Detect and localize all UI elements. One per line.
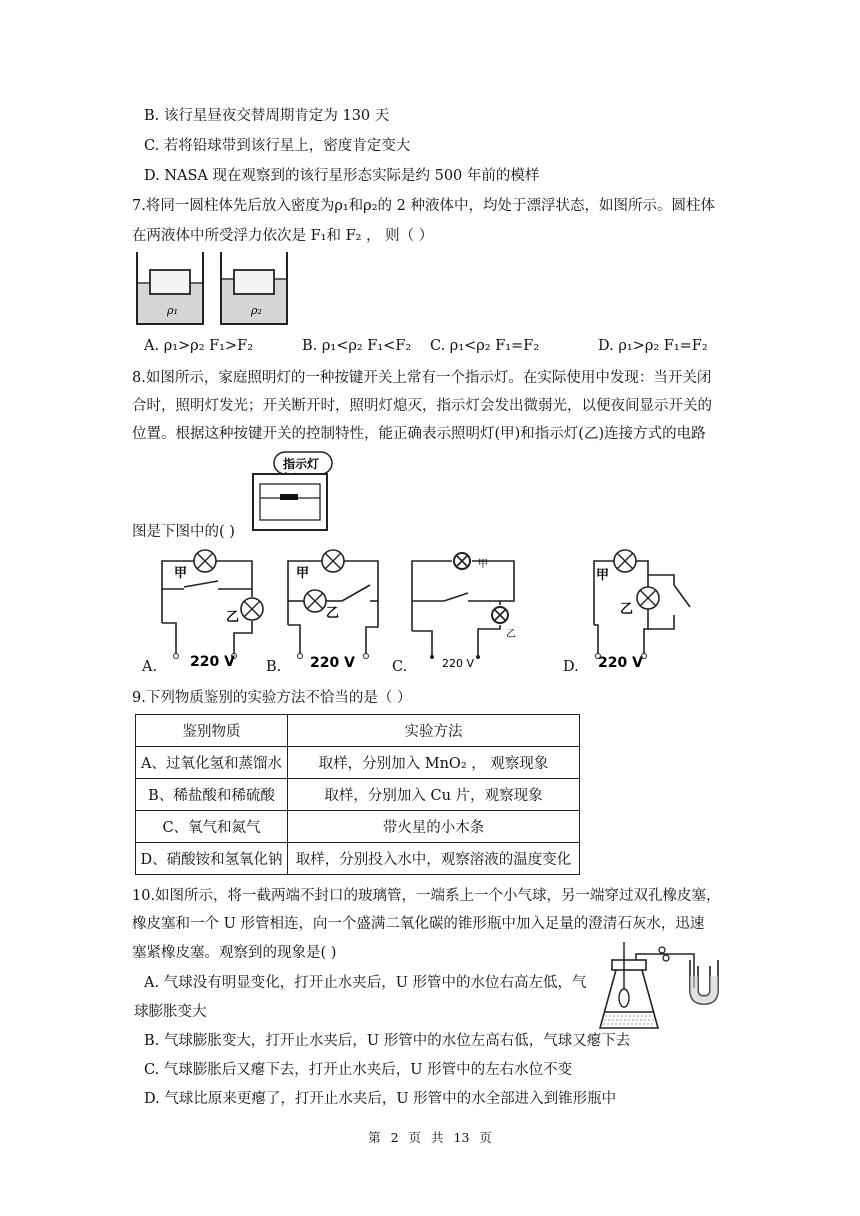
q10-stem-line1: 10.如图所示，将一截两端不封口的玻璃管，一端系上一个小气球，另一端穿过双孔橡皮塞，	[132, 888, 721, 904]
q7-option-c: C. ρ₁<ρ₂ F₁=F₂	[430, 338, 540, 354]
table-cell: D、硝酸铵和氢氧化钠	[136, 843, 288, 875]
page-footer	[0, 1128, 860, 1146]
lamp-yi-icon	[492, 607, 508, 623]
q8-stem-line1: 8.如图所示，家庭照明灯的一种按键开关上常有一个指示灯。在实际使用中发现：当开关闭	[132, 370, 712, 386]
table-row	[136, 747, 580, 779]
circuit-b	[278, 545, 388, 673]
circuit-c-label: C.	[392, 659, 408, 675]
circuit-a-label: A.	[142, 659, 158, 675]
table-cell: B、稀盐酸和稀硫酸	[136, 779, 288, 811]
table-header-cell: 鉴别物质	[136, 715, 288, 747]
lamp-jia-icon	[322, 550, 344, 572]
q10-option-b: B. 气球膨胀变大，打开止水夹后，U 形管中的水位左高右低，气球又瘪下去	[144, 1033, 631, 1049]
jia-label-c: 甲	[478, 559, 488, 570]
circuit-d	[584, 545, 700, 673]
balloon-icon	[619, 989, 629, 1007]
yi-label-b: 乙	[326, 606, 340, 621]
table-row	[136, 843, 580, 875]
switch-indicator-figure	[252, 450, 330, 532]
circuit-d-label: D.	[563, 659, 579, 675]
voltage-label-a: 220 V	[190, 654, 235, 670]
q10-option-d: D. 气球比原来更瘪了，打开止水夹后，U 形管中的水全部进入到锥形瓶中	[144, 1091, 617, 1107]
table-row	[136, 779, 580, 811]
total-page-number: 13	[453, 1130, 470, 1145]
table-header-row	[136, 715, 580, 747]
footer-total-word: 共	[431, 1130, 444, 1145]
q10-option-a-line1: A. 气球没有明显变化，打开止水夹后，U 形管中的水位右高左低，气	[144, 975, 587, 991]
q10-stem-line3: 塞紧橡皮塞。观察到的现象是( )	[132, 945, 337, 961]
yi-label-c: 乙	[506, 629, 516, 640]
q7-stem-line1: 7.将同一圆柱体先后放入密度为ρ₁和ρ₂的 2 种液体中，均处于漂浮状态，如图所示。圆柱体	[132, 198, 715, 214]
q7-option-a: A. ρ₁>ρ₂ F₁>F₂	[144, 338, 254, 354]
q9-table	[135, 714, 580, 875]
beaker-rho2-icon	[221, 252, 287, 324]
table-cell: 取样，分别加入 MnO₂ ， 观察现象	[288, 747, 580, 779]
yi-label-d: 乙	[620, 602, 634, 617]
circuit-a	[154, 545, 264, 673]
jia-label-d: 甲	[596, 568, 610, 583]
circuit-c	[404, 545, 524, 673]
beaker-rho1-icon	[137, 252, 203, 324]
q7-option-d: D. ρ₁>ρ₂ F₁=F₂	[598, 338, 708, 354]
rho2-label: ρ₂	[251, 304, 262, 317]
yi-label-a: 乙	[226, 610, 240, 625]
voltage-label-b: 220 V	[310, 655, 355, 671]
flask-u-tube-figure	[596, 936, 736, 1034]
jia-label-a: 甲	[174, 566, 188, 581]
lamp-jia-icon	[454, 553, 470, 569]
rho1-label: ρ₁	[167, 304, 178, 317]
q6-option-b: B. 该行星昼夜交替周期肯定为 130 天	[144, 108, 390, 124]
jia-label-b: 甲	[296, 566, 310, 581]
table-cell: 取样，分别投入水中，观察溶液的温度变化	[288, 843, 580, 875]
beakers-figure	[133, 250, 293, 328]
q10-option-c: C. 气球膨胀后又瘪下去，打开止水夹后，U 形管中的左右水位不变	[144, 1062, 573, 1078]
q8-stem-line3: 位置。根据这种按键开关的控制特性，能正确表示照明灯(甲)和指示灯(乙)连接方式的电路	[132, 426, 706, 442]
table-cell: 取样，分别加入 Cu 片，观察现象	[288, 779, 580, 811]
q8-stem-line4: 图是下图中的( )	[132, 524, 235, 540]
table-row	[136, 811, 580, 843]
q7-option-b: B. ρ₁<ρ₂ F₁<F₂	[302, 338, 412, 354]
lamp-jia-icon	[614, 550, 636, 572]
footer-suffix: 页	[479, 1130, 492, 1145]
voltage-label-c: 220 V	[442, 657, 475, 670]
q8-stem-line2: 合时，照明灯发光；开关断开时，照明灯熄灭，指示灯会发出微弱光，以便夜间显示开关的	[132, 398, 712, 414]
lamp-yi-icon	[637, 587, 659, 609]
q9-stem: 9.下列物质鉴别的实验方法不恰当的是（ ）	[132, 690, 412, 706]
q7-stem-line2: 在两液体中所受浮力依次是 F₁和 F₂ ， 则（ ）	[132, 228, 434, 244]
lamp-yi-icon	[304, 590, 326, 612]
table-cell: A、过氧化氢和蒸馏水	[136, 747, 288, 779]
footer-prefix: 第	[368, 1130, 381, 1145]
q10-option-a-line2: 球膨胀变大	[134, 1004, 207, 1020]
table-cell: C、氧气和氮气	[136, 811, 288, 843]
circuit-b-label: B.	[266, 659, 282, 675]
lamp-yi-icon	[241, 598, 263, 620]
current-page-number: 2	[390, 1130, 399, 1145]
q10-stem-line2: 橡皮塞和一个 U 形管相连，向一个盛满二氧化碳的锥形瓶中加入足量的澄清石灰水，迅速	[132, 916, 705, 932]
voltage-label-d: 220 V	[598, 655, 643, 671]
table-cell: 带火星的小木条	[288, 811, 580, 843]
table-header-cell: 实验方法	[288, 715, 580, 747]
indicator-lamp-label: 指示灯	[283, 457, 320, 471]
q6-option-c: C. 若将铅球带到该行星上，密度肯定变大	[144, 138, 411, 154]
footer-page-word: 页	[408, 1130, 422, 1145]
q6-option-d: D. NASA 现在观察到的该行星形态实际是约 500 年前的模样	[144, 168, 540, 184]
lamp-jia-icon	[194, 550, 216, 572]
